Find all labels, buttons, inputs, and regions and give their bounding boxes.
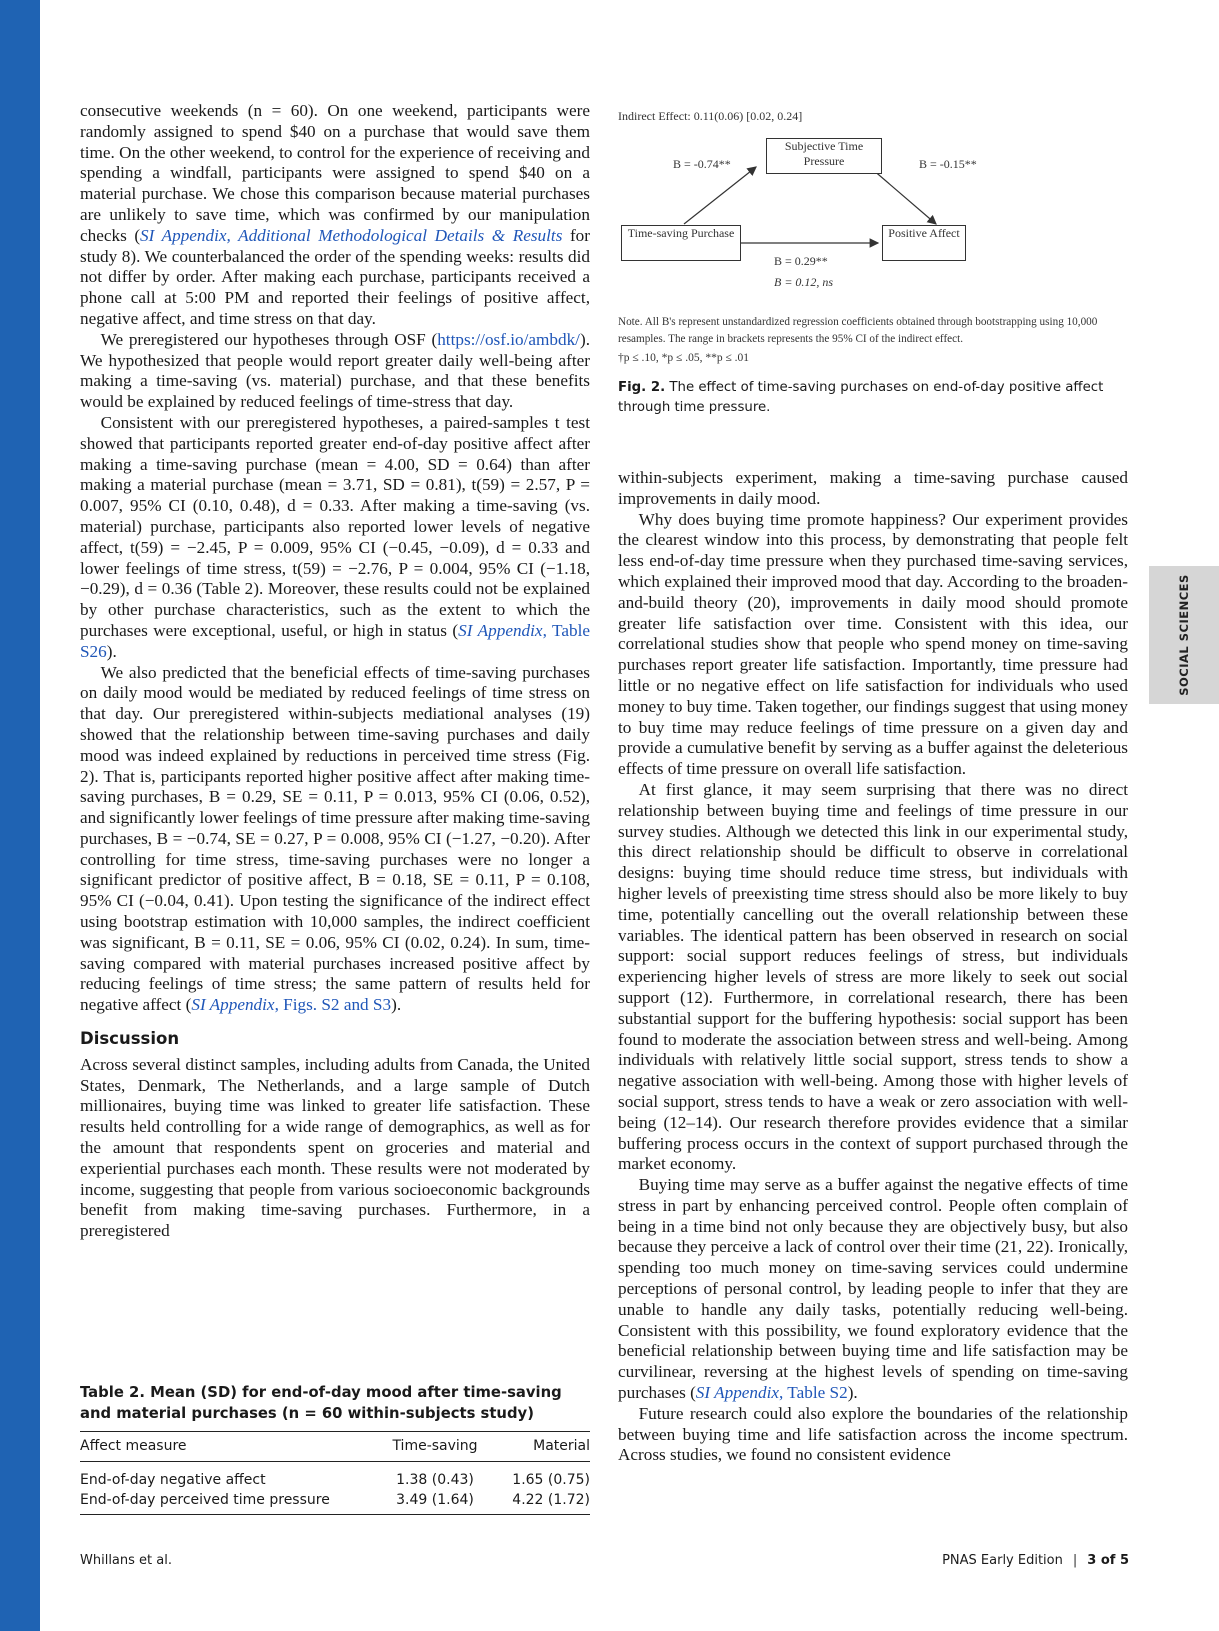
si-link-ref: , Figs. S2 and S3 (274, 995, 392, 1015)
table-header-row (80, 1432, 590, 1462)
paragraph (80, 330, 590, 413)
table-row (80, 1462, 590, 1491)
si-appendix-link[interactable] (696, 1383, 848, 1402)
journal-strip (0, 0, 87, 1631)
osf-link[interactable]: https://osf.io/ambdk/ (437, 329, 580, 349)
paragraph-text: consecutive weekends (n = 60). On one weekend, participants were randomly assigned to spend $40 on a purchase that would save them time. On the other weekend, to control for the experience of receiving and spending a windfall, participants were assigned to spend $40 on a material purchase. We chose this comparison because material purchases are unlikely to save time, which was confirmed by our manipulation checks ( (80, 101, 590, 245)
path-b-coefficient: B = -0.15** (919, 157, 977, 171)
paragraph (80, 663, 590, 1017)
outcome-box (882, 225, 966, 261)
footer-page-info (942, 1553, 1129, 1568)
section-heading: Discussion (80, 1029, 180, 1049)
table-cell: End-of-day negative affect (80, 1472, 266, 1488)
path-a-arrow (684, 167, 756, 224)
footer-journal: PNAS Early Edition (942, 1553, 1063, 1568)
footer-authors: Whillans et al. (80, 1553, 172, 1568)
column-header: Affect measure (80, 1432, 390, 1462)
predictor-box (621, 225, 741, 261)
path-c-prime-coefficient: B = 0.12, ns (774, 275, 834, 289)
mediator-label: Subjective Time Pressure (784, 139, 864, 168)
table-cell: 1.38 (0.43) (396, 1472, 474, 1488)
paragraph: Why does buying time promote happiness? Our experiment provides the clearest window into this process, by demonstrating that people felt less end-of-day time pressure when they purchased time-saving services, which explained their improved mood that day. According to the broaden-and-build theory (20), improvements in daily mood should promote greater life satisfaction over time. Consistent with this idea, our correlational studies show that people who spend money on time-saving purchases report greater life satisfaction. Importantly, time pressure had little or no negative effect on life satisfaction for individuals who used money to buy time. Taken together, our findings suggest that using money to buy time may reduce feelings of time pressure on a given day and provide a cumulative benefit by serving as a buffer against the deleterious effects of time pressure on overall life satisfaction. (618, 509, 1129, 779)
si-appendix-link[interactable] (191, 995, 391, 1014)
path-c-coefficient: B = 0.29** (774, 254, 828, 268)
footer-separator: | (1072, 1553, 1078, 1568)
table-2 (80, 1382, 590, 1515)
path-b-arrow (872, 169, 936, 224)
journal-watermark: PNAS (33, 400, 87, 545)
significance-legend: †p ≤ .10, *p ≤ .05, **p ≤ .01 (618, 352, 750, 364)
table-cell: 3.49 (1.64) (390, 1490, 480, 1515)
mediator-box (766, 138, 882, 174)
predictor-label: Time-saving Purchase (627, 226, 735, 240)
si-link-text: SI Appendix (458, 620, 543, 640)
table-row (80, 1490, 590, 1515)
si-appendix-link[interactable]: SI Appendix, Additional Methodological Details & Results (140, 225, 563, 245)
journal-watermark: PNAS (33, 1135, 87, 1280)
figure-caption-text: The effect of time-saving purchases on end-of-day positive affect through time pressure. (618, 380, 1104, 415)
paragraph (618, 1175, 1128, 1404)
path-a-coefficient: B = -0.74** (673, 157, 731, 171)
left-column (80, 101, 590, 1242)
footer-page-number: 3 of 5 (1087, 1553, 1129, 1568)
section-tab (1149, 566, 1219, 704)
paragraph (80, 101, 590, 330)
figure-caption-label: Fig. 2. (618, 380, 666, 395)
paragraph (80, 413, 590, 663)
figure-caption (618, 378, 1128, 418)
indirect-effect-label: Indirect Effect: 0.11(0.06) [0.02, 0.24] (618, 109, 803, 123)
table-cell: 1.65 (0.75) (512, 1472, 590, 1488)
si-link-ref: , Table S2 (779, 1383, 848, 1403)
outcome-label: Positive Affect (888, 226, 960, 240)
paragraph: At first glance, it may seem surprising that there was no direct relationship between buying time and feelings of time pressure in our survey studies. Although we detected this link in our experimental study, this direct relationship should be difficult to observe in correlational designs: buying time should reduce time stress, but individuals with higher levels of preexisting time stress should also be more likely to buy time, potentially cancelling out the overall relationship between these variables. The identical pattern has been observed in research on social support: social support reduces feelings of stress, but individuals experiencing higher levels of stress are more likely to seek out social support (12). Furthermore, in correlational research, there has been substantial support for the buffering hypothesis: social support has been found to moderate the association between stress and well-being. Among individuals with relatively little social support, stress tends to show a negative association with well-being. Among those with higher levels of social support, stress tends to have a weak or zero association with well-being (12–14). Our research therefore provides evidence that a similar buffering process occurs in the context of support purchased through the market economy. (618, 779, 1128, 1174)
table-cell: 4.22 (1.72) (480, 1490, 590, 1515)
paragraph-text: Consistent with our preregistered hypotheses, a paired-samples t test showed that participants reported greater end-of-day positive affect after making a time-saving purchase (mean = 4.00, SD = 0.64) than after making a material purchase (mean = 3.71, SD = 0.81), t(59) = 2.57, P = 0.007, 95% CI (0.10, 0.48), d = 0.33. After making a time-saving (vs. material) purchase, participants also reported lower levels of negative affect, t(59) = −2.45, P = 0.009, 95% CI (−0.45, −0.09), d = 0.33 and lower feelings of time stress, t(59) = −2.76, P = 0.004, 95% CI (−1.18, −0.29), d = 0.36 (Table 2). Moreover, these results could not be explained by other purchase characteristics, such as the extent to which the purchases were exceptional, useful, or high in status ( (80, 412, 590, 640)
paragraph-text: Buying time may serve as a buffer against the negative effects of time stress in part by enhancing perceived control. People often complain of being in a time bind not only because they are objectively busy, but also because they perceive a lack of control over their time (21, 22). Ironically, spending too much money on time-saving services could undermine perceptions of personal control, by leading people to infer that they are unable to handle any daily tasks, potentially reducing well-being. Consistent with this possibility, we found exploratory evidence that the beneficial relationship between buying time and life satisfaction may be curvilinear, reversing at the highest levels of spending on time-saving purchases ( (618, 1175, 1128, 1403)
si-link-text: SI Appendix (191, 995, 275, 1015)
journal-logo: PNAS (33, 155, 87, 300)
table-cell: End-of-day perceived time pressure (80, 1490, 390, 1515)
paragraph-text: ). We hypothesized that people would report greater daily well-being after making a time-saving (vs. material) purchase, and that these benefits would be explained by reduced feelings of time-stress that day. (80, 329, 590, 412)
paragraph-text: for study 8). We counterbalanced the order of the spending weeks: results did not differ by order. After making each purchase, participants received a phone call at 5:00 PM and reported their feelings of positive affect, negative affect, and time stress on that day. (80, 225, 590, 328)
section-tab-label: SOCIAL SCIENCES (1177, 574, 1191, 696)
table-caption: Table 2. Mean (SD) for end-of-day mood after time-saving and material purchases (n = 60 within-subjects study) (80, 1384, 562, 1422)
journal-watermark: PNAS (33, 890, 87, 1035)
paragraph-text: ). (847, 1383, 858, 1403)
right-column (618, 468, 1128, 1466)
paragraph-text: We also predicted that the beneficial effects of time-saving purchases on daily mood would be mediated by reduced feelings of time stress on that day. Our preregistered within-subjects mediational analyses (19) showed that the relationship between time-saving purchases and daily mood was indeed explained by reductions in perceived time stress (Fig. 2). That is, participants reported higher positive affect after making time-saving purchases, B = 0.29, SE = 0.11, P = 0.013, 95% CI (0.06, 0.52), and significantly lower feelings of time pressure after making time-saving purchases, B = −0.74, SE = 0.27, P = 0.008, 95% CI (−1.27, −0.20). After controlling for time stress, time-saving purchases were no longer a significant predictor of positive affect, B = 0.18, SE = 0.11, P = 0.108, 95% CI (−0.04, 0.41). Upon testing the significance of the indirect effect using bootstrap estimation with 10,000 samples, the indirect coefficient was significant, B = 0.11, SE = 0.06, 95% CI (0.02, 0.24). In sum, time-saving compared with material purchases increased positive affect by reducing feelings of time stress; the same pattern of results held for negative affect ( (80, 662, 590, 1015)
column-header: Material (480, 1432, 590, 1462)
figure-note: Note. All B's represent unstandardized regression coefficients obtained through bootstrapping using 10,000 resamples. The range in brackets represents the 95% CI of the indirect effect. (618, 316, 1098, 345)
column-header: Time-saving (390, 1432, 480, 1462)
paragraph-text: ). (106, 641, 117, 661)
data-table (80, 1431, 590, 1515)
paragraph: Future research could also explore the boundaries of the relationship between buying time and life satisfaction across the income spectrum. Across studies, we found no consistent evidence (618, 1403, 1128, 1465)
si-link-ref: , Table S26 (80, 620, 590, 661)
paragraph: within-subjects experiment, making a time-saving purchase caused improvements in daily mood. (618, 468, 1128, 508)
paragraph: Across several distinct samples, including adults from Canada, the United States, Denmark, The Netherlands, and a large sample of Dutch millionaires, buying time was linked to greater life satisfaction. These results held controlling for a wide range of demographics, as well as for the amount that respondents spent on groceries and material and experiential purchases each month. These results were not moderated by income, suggesting that people from various socioeconomic backgrounds benefit from making time-saving purchases. Furthermore, in a preregistered (80, 1054, 590, 1241)
si-link-text: SI Appendix (695, 1383, 780, 1403)
paragraph-text: We preregistered our hypotheses through OSF ( (100, 329, 438, 349)
journal-watermark: PNAS (33, 645, 87, 790)
paragraph-text: ). (391, 995, 402, 1015)
